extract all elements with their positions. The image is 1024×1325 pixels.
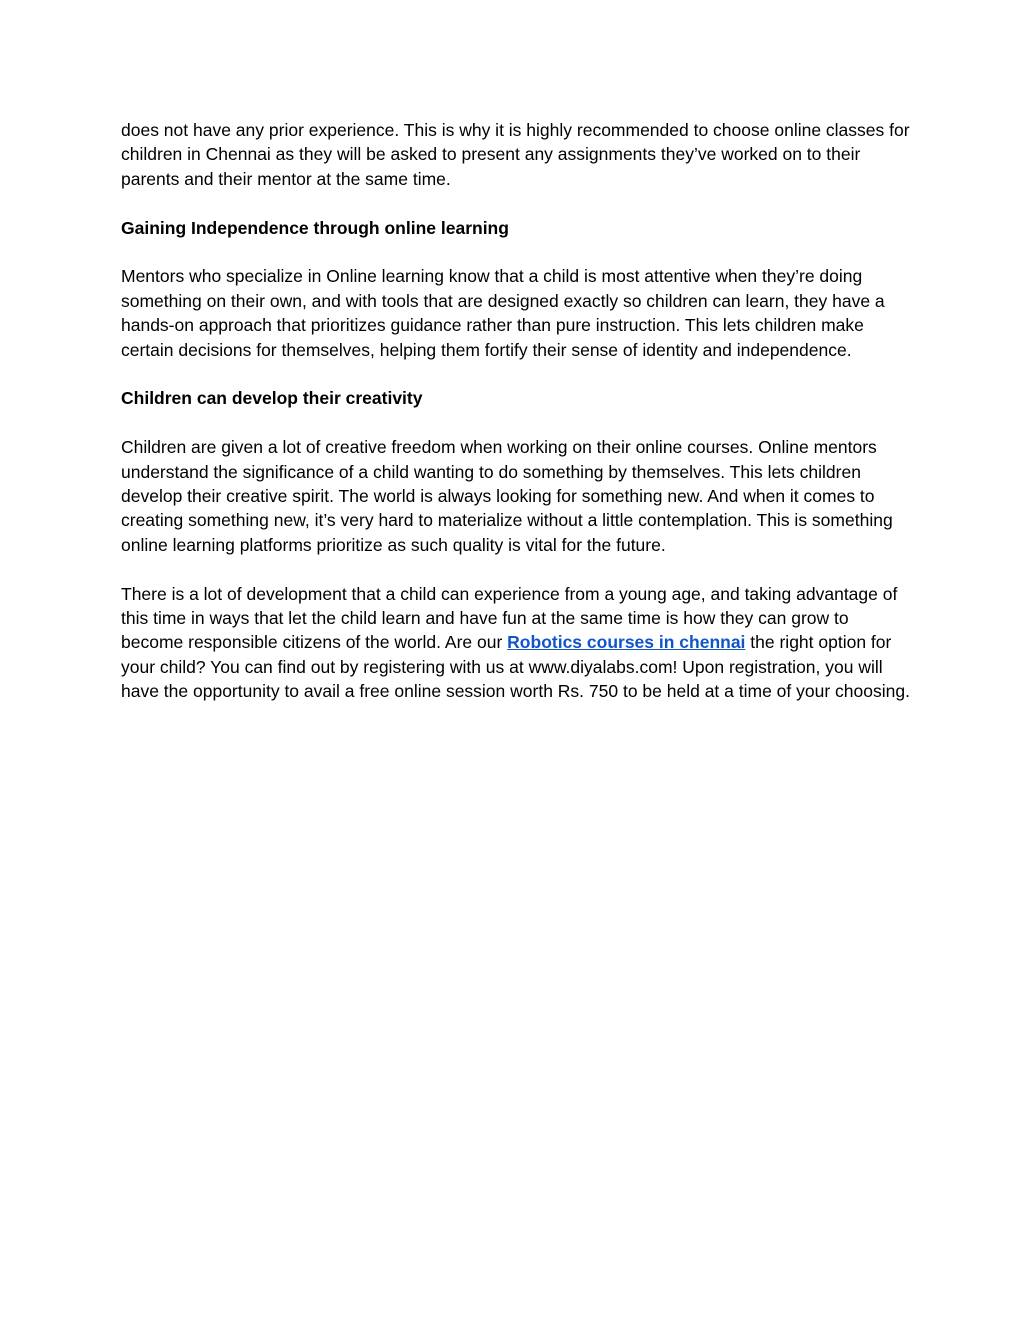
paragraph-creativity: Children are given a lot of creative freedom when working on their online courses. Online mentors understand the significance of a child wanting to do something by themselves. This lets children develop their creative spirit. The world is always looking for something new. And when it comes to creating something new, it’s very hard to materialize without a little contemplation. This is something online learning platforms prioritize as such quality is vital for the future. — [121, 437, 893, 555]
paragraph-intro: does not have any prior experience. This is why it is highly recommended to choose online classes for children in Chennai as they will be asked to present any assignments they’ve worked on to their parents and their mentor at the same time. — [121, 120, 910, 189]
closing-text-end: the right option for your child? You can find out by registering with us at www.diyalabs.com! Upon registration, you will have the opportunity to avail a free online session worth Rs. 750 to be held at a time of your choosing. — [121, 632, 910, 702]
heading-creativity: Children can develop their creativity — [121, 388, 423, 409]
document-page — [121, 118, 911, 728]
robotics-courses-link[interactable]: Robotics courses in chennai — [507, 632, 746, 653]
heading-independence: Gaining Independence through online learning — [121, 217, 509, 238]
paragraph-closing — [121, 582, 911, 704]
paragraph-independence: Mentors who specialize in Online learning know that a child is most attentive when they’re doing something on their own, and with tools that are designed exactly so children can learn, they have a hands-on approach that prioritizes guidance rather than pure instruction. This lets children make certain decisions for themselves, helping them fortify their sense of identity and independence. — [121, 266, 885, 360]
closing-text-start: There is a lot of development that a child can experience from a young age, and taking advantage of this time in ways that let the child learn and have fun at the same time is how they can grow to become responsible citizens of the world. Are our — [121, 583, 898, 653]
